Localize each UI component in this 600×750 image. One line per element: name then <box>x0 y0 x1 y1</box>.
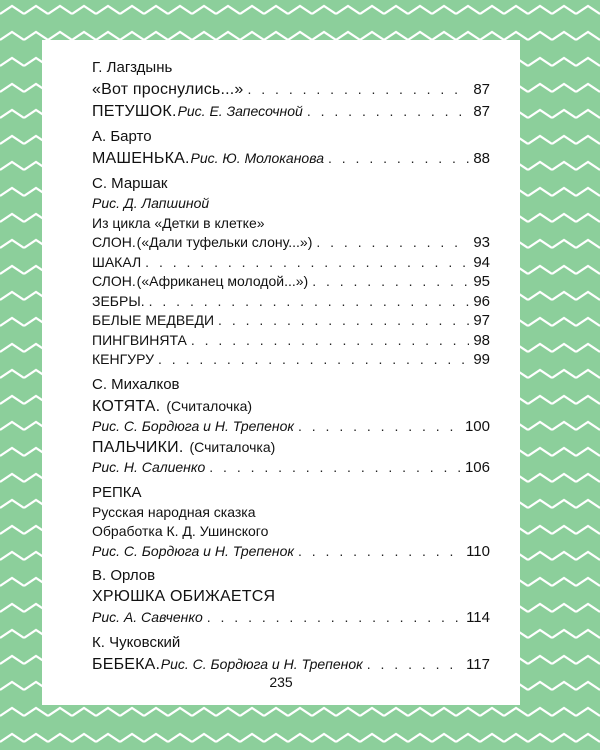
entry-page-number: 93 <box>473 234 490 251</box>
entry-title: СЛОН. <box>92 273 136 289</box>
entry-title: ЗЕБРЫ. <box>92 292 145 309</box>
dot-leader <box>191 331 469 351</box>
entry-page-number: 94 <box>473 253 490 271</box>
dot-leader <box>158 350 469 370</box>
entry-page-number: 87 <box>473 81 490 98</box>
illustrator-credit: Рис. С. Бордюга и Н. Трепенок <box>92 542 294 559</box>
toc-author <box>92 57 490 78</box>
entry-title: ХРЮШКА ОБИЖАЕТСЯ <box>92 588 276 605</box>
dot-leader <box>218 311 469 331</box>
entry-title: ШАКАЛ <box>92 253 142 270</box>
toc-line <box>92 436 490 458</box>
illustrator-credit: Рис. Ю. Молоканова <box>190 150 324 166</box>
entry-title: ПАЛЬЧИКИ. <box>92 439 184 456</box>
entry-page-number: 100 <box>464 417 490 435</box>
toc-entry <box>92 272 490 292</box>
toc-line <box>92 586 490 608</box>
entry-page-number: 114 <box>466 609 490 626</box>
toc-line <box>92 395 490 417</box>
illustrator-credit: Рис. А. Савченко <box>92 609 203 625</box>
entry-title: КОТЯТА. <box>92 397 161 415</box>
entry-page-number: 99 <box>473 351 490 368</box>
dot-leader <box>312 272 469 292</box>
author-name: РЕПКА <box>92 483 142 501</box>
toc-author <box>92 126 490 147</box>
contents-page <box>42 40 520 705</box>
entry-page-number: 117 <box>466 655 490 673</box>
entry-page-number: 87 <box>473 103 490 120</box>
entry-subtitle: («Африканец молодой...») <box>136 273 309 289</box>
toc-entry <box>92 253 490 273</box>
illustrator-credit: Рис. Н. Салиенко <box>92 459 206 475</box>
toc-entry <box>92 458 490 478</box>
toc-entry <box>92 417 490 437</box>
toc-author <box>92 482 490 503</box>
entry-page-number: 96 <box>473 292 490 310</box>
dot-leader <box>149 292 470 312</box>
toc-entry <box>92 147 490 169</box>
illustrator-credit: Рис. С. Бордюга и Н. Трепенок <box>160 655 363 672</box>
dot-leader <box>307 100 469 122</box>
toc-line <box>92 503 490 523</box>
toc-line <box>92 522 490 542</box>
entry-page-number: 110 <box>466 542 490 560</box>
illustrator-credit: Рис. Е. Запесочной <box>177 103 303 119</box>
dot-leader <box>367 653 462 675</box>
entry-title: ПЕТУШОК. <box>92 103 177 120</box>
dot-leader <box>328 147 469 169</box>
entry-title: БЕЛЫЕ МЕДВЕДИ <box>92 312 215 328</box>
author-name: В. Орлов <box>92 567 156 584</box>
author-name: С. Михалков <box>92 375 180 393</box>
toc-entry <box>92 331 490 351</box>
entry-title: КЕНГУРУ <box>92 351 155 367</box>
toc-entry <box>92 653 490 675</box>
entry-page-number: 88 <box>473 150 490 167</box>
entry-page-number: 98 <box>473 331 490 349</box>
author-name: С. Маршак <box>92 175 168 192</box>
toc-author <box>92 632 490 653</box>
dot-leader <box>316 233 469 253</box>
entry-text: Русская народная сказка <box>92 503 256 520</box>
dot-leader <box>247 78 469 100</box>
entry-text: Из цикла «Детки в клетке» <box>92 214 265 231</box>
entry-page-number: 106 <box>464 459 490 476</box>
dot-leader <box>298 417 461 437</box>
entry-title: СЛОН. <box>92 234 136 250</box>
dot-leader <box>145 253 469 273</box>
entry-page-number: 97 <box>473 312 490 329</box>
dot-leader <box>298 542 462 562</box>
toc-author <box>92 173 490 194</box>
toc-entry <box>92 542 490 562</box>
toc-line <box>92 214 490 234</box>
author-name: А. Барто <box>92 128 152 145</box>
table-of-contents <box>92 57 490 675</box>
entry-subtitle: (Считалочка) <box>166 397 253 414</box>
toc-entry <box>92 608 490 628</box>
entry-subtitle: («Дали туфельки слону...») <box>136 234 313 250</box>
dot-leader <box>209 458 461 478</box>
author-name: Г. Лагздынь <box>92 59 173 76</box>
entry-title: ПИНГВИНЯТА <box>92 331 187 348</box>
toc-entry <box>92 350 490 370</box>
entry-subtitle: (Считалочка) <box>189 439 276 455</box>
toc-author <box>92 374 490 395</box>
toc-entry <box>92 100 490 122</box>
toc-entry <box>92 78 490 100</box>
illustrator-credit: Рис. Д. Лапшиной <box>92 195 210 211</box>
illustrator-credit: Рис. С. Бордюга и Н. Трепенок <box>92 417 294 434</box>
toc-entry <box>92 311 490 331</box>
entry-title: БЕБЕКА. <box>92 655 161 673</box>
page-number: 235 <box>269 674 293 690</box>
toc-line <box>92 194 490 214</box>
entry-title: МАШЕНЬКА. <box>92 150 190 167</box>
toc-author <box>92 565 490 586</box>
author-name: К. Чуковский <box>92 633 181 651</box>
entry-title: «Вот проснулись...» <box>92 81 244 98</box>
dot-leader <box>207 608 462 628</box>
entry-page-number: 95 <box>473 273 490 290</box>
entry-text: Обработка К. Д. Ушинского <box>92 523 269 539</box>
toc-entry <box>92 292 490 312</box>
toc-entry <box>92 233 490 253</box>
